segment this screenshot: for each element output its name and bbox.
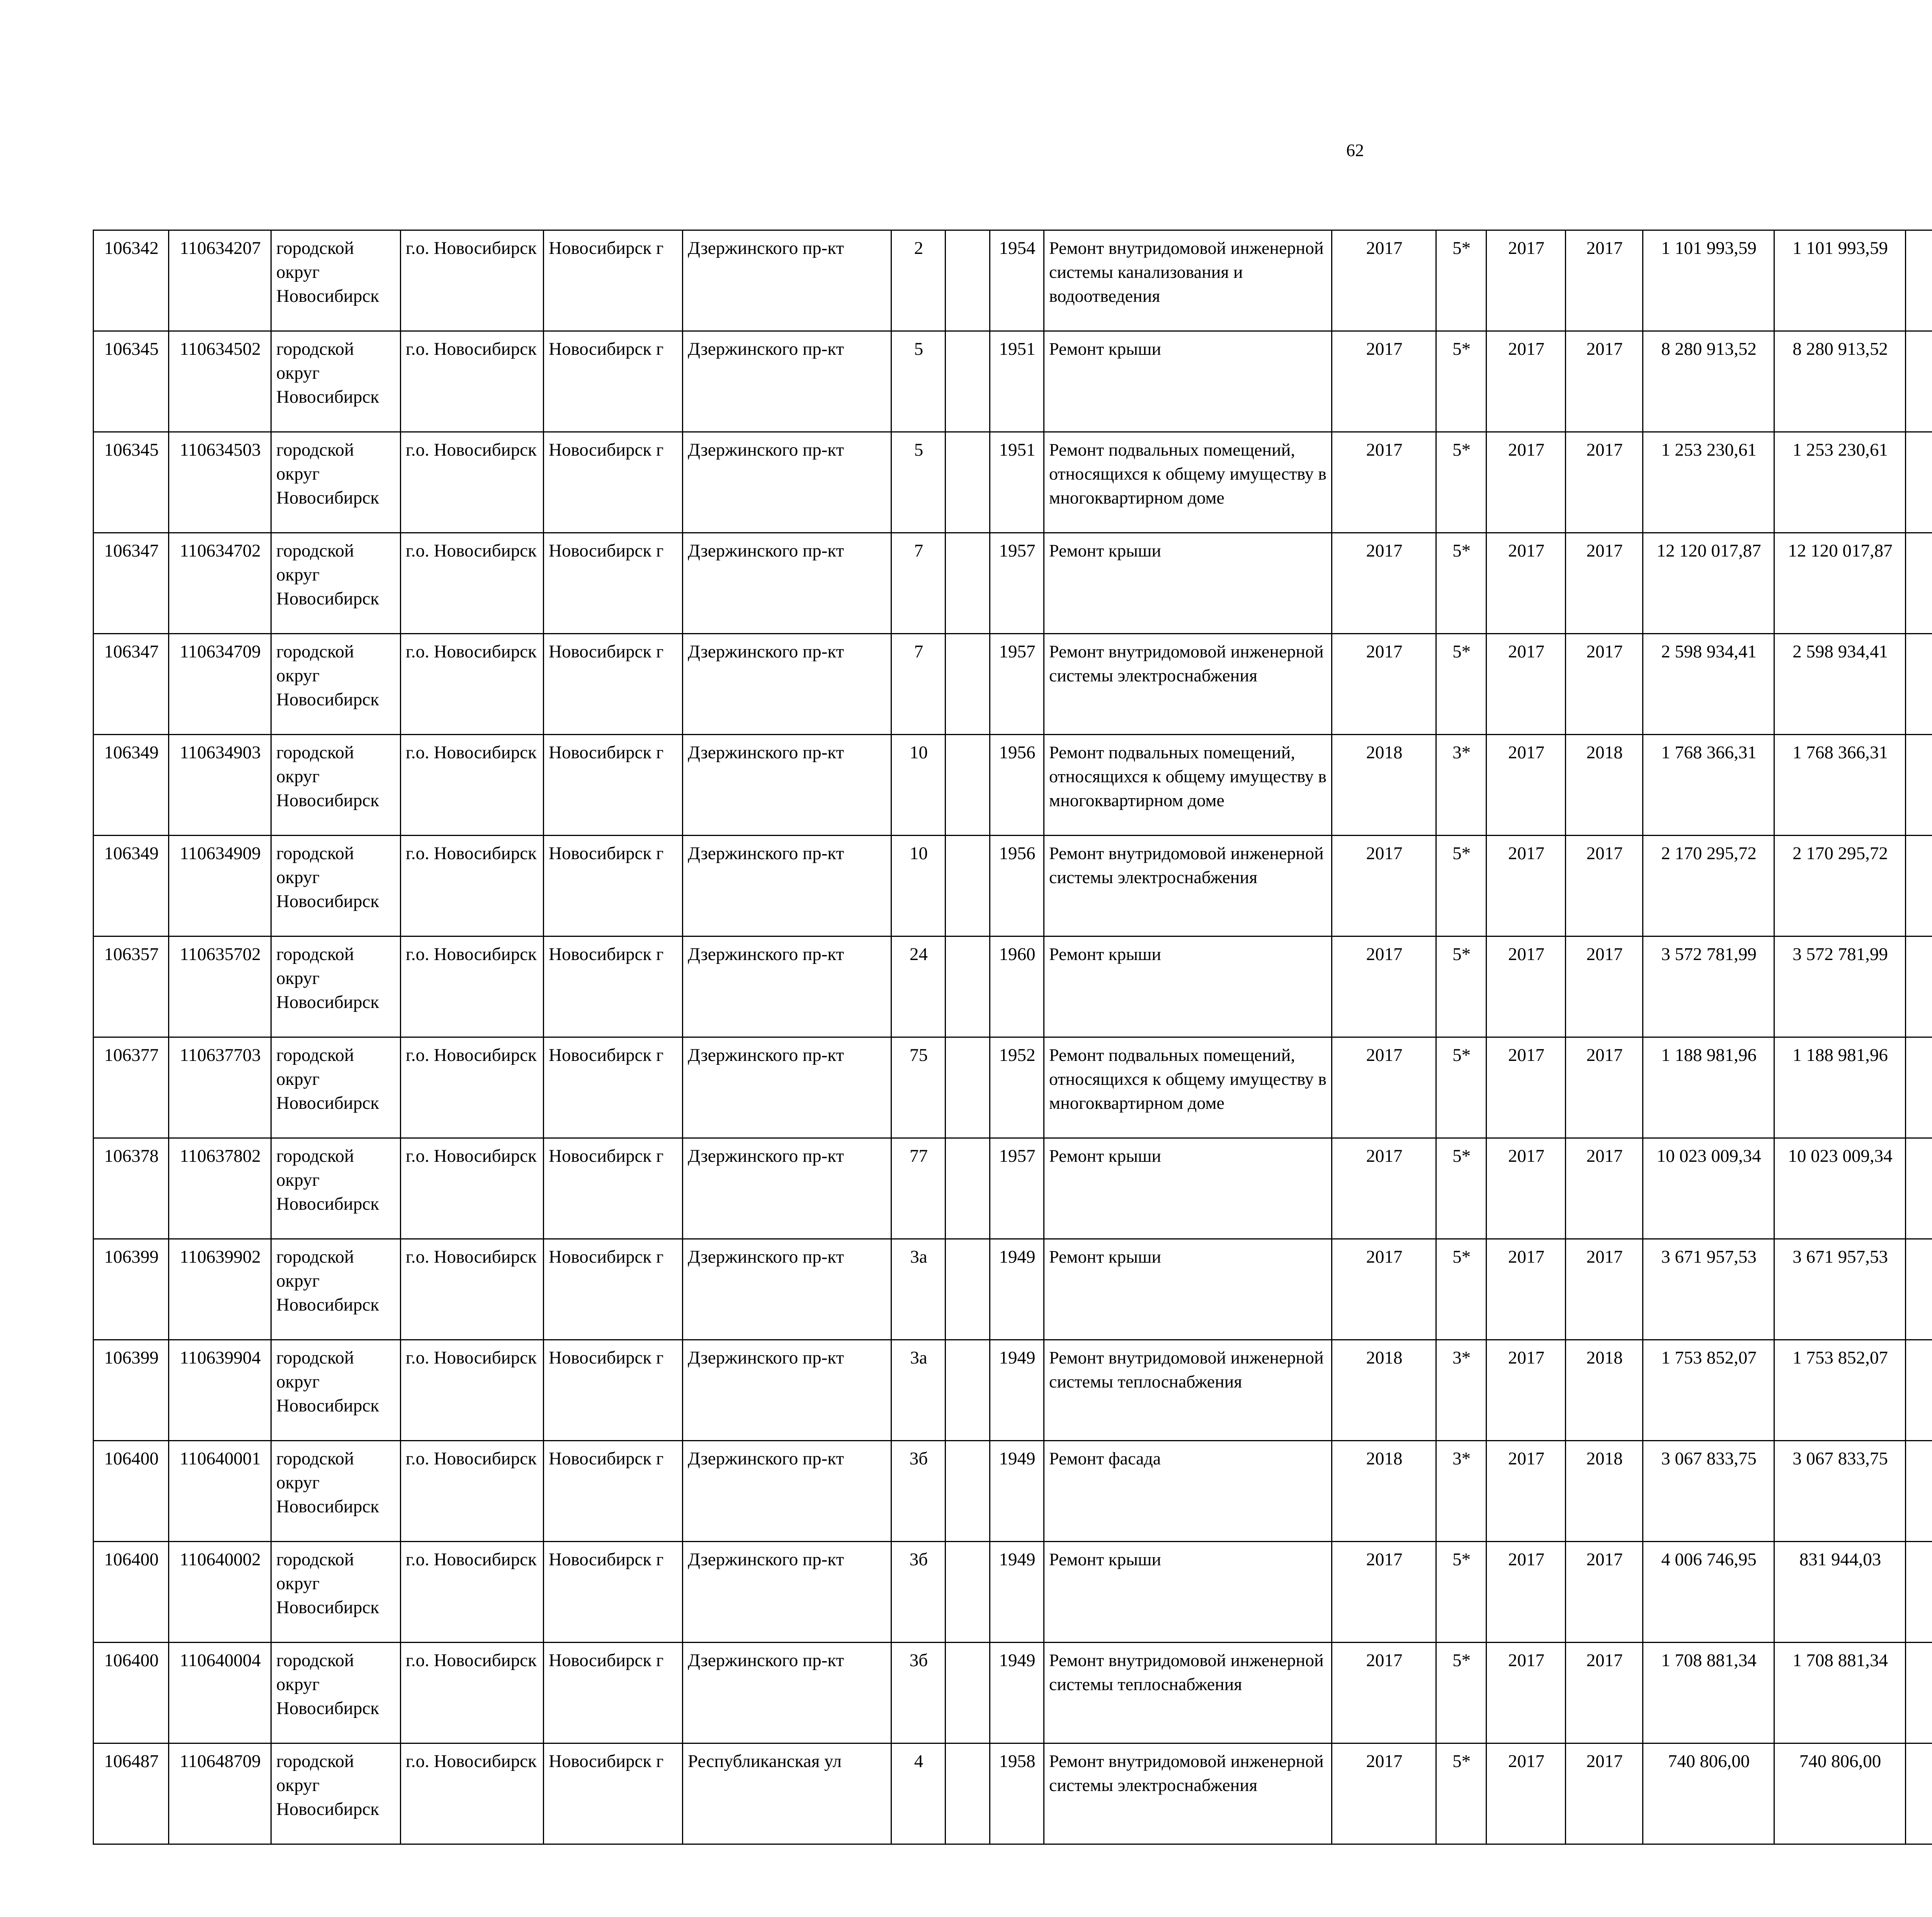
cell-year-to: 2017 [1566,1643,1643,1743]
cell-extra-1 [1906,1441,1932,1542]
cell-letter [946,634,990,735]
cell-year-from: 2017 [1486,1643,1566,1743]
cell-code: 110637703 [169,1037,271,1138]
cell-year-to: 2017 [1566,836,1643,936]
cell-code: 110634909 [169,836,271,936]
cell-priority: 5* [1436,1743,1486,1844]
cell-code: 110637802 [169,1138,271,1239]
cell-work-type: Ремонт крыши [1044,1239,1332,1340]
cell-build-year: 1958 [990,1743,1044,1844]
cell-fund-amount: 1 768 366,31 [1774,735,1906,836]
cell-priority: 3* [1436,1441,1486,1542]
cell-work-type: Ремонт внутридомовой инженерной системы электроснабжения [1044,634,1332,735]
cell-year-from: 2017 [1486,1037,1566,1138]
cell-year-to: 2017 [1566,1542,1643,1643]
cell-house: 3б [891,1441,946,1542]
cell-build-year: 1956 [990,735,1044,836]
cell-plan-year: 2018 [1332,1340,1436,1441]
repair-register-table [93,230,1932,1845]
cell-fund-amount: 1 188 981,96 [1774,1037,1906,1138]
cell-street: Дзержинского пр-кт [683,331,891,432]
cell-city: Новосибирск г [544,1441,683,1542]
cell-district: городской округ Новосибирск [271,735,401,836]
cell-work-type: Ремонт внутридомовой инженерной системы электроснабжения [1044,1743,1332,1844]
cell-year-from: 2017 [1486,1239,1566,1340]
cell-letter [946,230,990,331]
cell-city: Новосибирск г [544,1340,683,1441]
cell-priority: 5* [1436,1037,1486,1138]
cell-municipality: г.о. Новосибирск [401,1037,544,1138]
cell-house: 3а [891,1239,946,1340]
cell-year-to: 2017 [1566,1037,1643,1138]
cell-build-year: 1952 [990,1037,1044,1138]
cell-fund-amount: 3 572 781,99 [1774,936,1906,1037]
cell-municipality: г.о. Новосибирск [401,1138,544,1239]
table-row [94,836,1932,936]
cell-municipality: г.о. Новосибирск [401,1542,544,1643]
cell-id: 106487 [94,1743,169,1844]
cell-id: 106357 [94,936,169,1037]
table-body [94,230,1932,1844]
cell-letter [946,1643,990,1743]
cell-id: 106378 [94,1138,169,1239]
cell-fund-amount: 1 708 881,34 [1774,1643,1906,1743]
cell-plan-year: 2017 [1332,1239,1436,1340]
cell-plan-year: 2017 [1332,230,1436,331]
cell-letter [946,1441,990,1542]
cell-extra-1 [1906,1340,1932,1441]
cell-id: 106347 [94,533,169,634]
table-row [94,1643,1932,1743]
cell-id: 106345 [94,432,169,533]
cell-year-to: 2017 [1566,331,1643,432]
table-row [94,230,1932,331]
cell-plan-year: 2017 [1332,1542,1436,1643]
cell-street: Дзержинского пр-кт [683,230,891,331]
cell-year-from: 2017 [1486,836,1566,936]
cell-district: городской округ Новосибирск [271,230,401,331]
cell-code: 110640002 [169,1542,271,1643]
cell-extra-1 [1906,1542,1932,1643]
cell-letter [946,1743,990,1844]
cell-municipality: г.о. Новосибирск [401,735,544,836]
table-row [94,1239,1932,1340]
cell-id: 106345 [94,331,169,432]
cell-year-from: 2017 [1486,533,1566,634]
cell-municipality: г.о. Новосибирск [401,230,544,331]
cell-work-type: Ремонт подвальных помещений, относящихся к общему имуществу в многоквартирном доме [1044,735,1332,836]
cell-letter [946,735,990,836]
cell-house: 10 [891,836,946,936]
table-row [94,634,1932,735]
cell-letter [946,331,990,432]
cell-code: 110634502 [169,331,271,432]
cell-extra-1 [1906,836,1932,936]
cell-city: Новосибирск г [544,331,683,432]
cell-fund-amount: 1 101 993,59 [1774,230,1906,331]
cell-city: Новосибирск г [544,1138,683,1239]
cell-id: 106347 [94,634,169,735]
cell-code: 110634903 [169,735,271,836]
cell-fund-amount: 1 253 230,61 [1774,432,1906,533]
cell-priority: 5* [1436,1643,1486,1743]
cell-year-to: 2017 [1566,936,1643,1037]
cell-plan-year: 2017 [1332,836,1436,936]
cell-code: 110635702 [169,936,271,1037]
cell-priority: 5* [1436,230,1486,331]
table-row [94,1037,1932,1138]
cell-build-year: 1957 [990,533,1044,634]
cell-municipality: г.о. Новосибирск [401,936,544,1037]
cell-street: Дзержинского пр-кт [683,735,891,836]
cell-extra-1 [1906,331,1932,432]
cell-house: 3б [891,1643,946,1743]
cell-work-type: Ремонт фасада [1044,1441,1332,1542]
cell-year-to: 2018 [1566,1441,1643,1542]
cell-plan-year: 2017 [1332,1037,1436,1138]
cell-total-cost: 1 753 852,07 [1643,1340,1774,1441]
cell-plan-year: 2017 [1332,533,1436,634]
cell-priority: 5* [1436,1542,1486,1643]
cell-year-from: 2017 [1486,1542,1566,1643]
cell-code: 110634503 [169,432,271,533]
cell-city: Новосибирск г [544,634,683,735]
cell-work-type: Ремонт подвальных помещений, относящихся к общему имуществу в многоквартирном доме [1044,432,1332,533]
table-row [94,1743,1932,1844]
cell-priority: 5* [1436,1138,1486,1239]
cell-city: Новосибирск г [544,1643,683,1743]
cell-work-type: Ремонт внутридомовой инженерной системы теплоснабжения [1044,1643,1332,1743]
cell-fund-amount: 12 120 017,87 [1774,533,1906,634]
cell-municipality: г.о. Новосибирск [401,1239,544,1340]
cell-street: Дзержинского пр-кт [683,1138,891,1239]
cell-priority: 5* [1436,634,1486,735]
cell-municipality: г.о. Новосибирск [401,634,544,735]
cell-build-year: 1960 [990,936,1044,1037]
cell-build-year: 1949 [990,1340,1044,1441]
cell-year-from: 2017 [1486,432,1566,533]
cell-extra-1 [1906,1239,1932,1340]
cell-year-to: 2018 [1566,735,1643,836]
cell-city: Новосибирск г [544,1542,683,1643]
cell-fund-amount: 831 944,03 [1774,1542,1906,1643]
cell-code: 110648709 [169,1743,271,1844]
cell-year-from: 2017 [1486,331,1566,432]
table-row [94,1542,1932,1643]
cell-build-year: 1957 [990,634,1044,735]
table-row [94,1340,1932,1441]
cell-priority: 5* [1436,836,1486,936]
cell-year-to: 2017 [1566,432,1643,533]
table-row [94,533,1932,634]
cell-letter [946,936,990,1037]
cell-district: городской округ Новосибирск [271,1643,401,1743]
cell-year-to: 2018 [1566,1340,1643,1441]
cell-plan-year: 2018 [1332,735,1436,836]
cell-district: городской округ Новосибирск [271,533,401,634]
cell-municipality: г.о. Новосибирск [401,331,544,432]
cell-work-type: Ремонт внутридомовой инженерной системы теплоснабжения [1044,1340,1332,1441]
cell-plan-year: 2017 [1332,1138,1436,1239]
cell-year-to: 2017 [1566,1743,1643,1844]
cell-street: Дзержинского пр-кт [683,1643,891,1743]
cell-total-cost: 1 188 981,96 [1643,1037,1774,1138]
cell-build-year: 1951 [990,432,1044,533]
cell-total-cost: 10 023 009,34 [1643,1138,1774,1239]
cell-letter [946,1542,990,1643]
cell-house: 75 [891,1037,946,1138]
cell-street: Дзержинского пр-кт [683,1441,891,1542]
cell-district: городской округ Новосибирск [271,1138,401,1239]
cell-extra-1 [1906,230,1932,331]
cell-house: 24 [891,936,946,1037]
cell-code: 110634702 [169,533,271,634]
cell-house: 7 [891,634,946,735]
cell-house: 3а [891,1340,946,1441]
cell-year-to: 2017 [1566,533,1643,634]
cell-priority: 5* [1436,1239,1486,1340]
cell-code: 110640004 [169,1643,271,1743]
cell-district: городской округ Новосибирск [271,1743,401,1844]
cell-id: 106377 [94,1037,169,1138]
cell-work-type: Ремонт подвальных помещений, относящихся к общему имуществу в многоквартирном доме [1044,1037,1332,1138]
cell-work-type: Ремонт крыши [1044,1542,1332,1643]
table-row [94,432,1932,533]
cell-extra-1 [1906,735,1932,836]
cell-district: городской округ Новосибирск [271,1542,401,1643]
cell-city: Новосибирск г [544,836,683,936]
cell-letter [946,1138,990,1239]
cell-house: 10 [891,735,946,836]
cell-priority: 3* [1436,735,1486,836]
cell-priority: 5* [1436,432,1486,533]
cell-year-to: 2017 [1566,634,1643,735]
cell-id: 106400 [94,1441,169,1542]
cell-house: 4 [891,1743,946,1844]
cell-plan-year: 2017 [1332,634,1436,735]
cell-house: 2 [891,230,946,331]
cell-work-type: Ремонт крыши [1044,533,1332,634]
cell-year-from: 2017 [1486,1743,1566,1844]
cell-build-year: 1949 [990,1441,1044,1542]
cell-year-from: 2017 [1486,1441,1566,1542]
cell-code: 110639904 [169,1340,271,1441]
cell-build-year: 1949 [990,1239,1044,1340]
table-row [94,936,1932,1037]
cell-letter [946,1037,990,1138]
cell-house: 77 [891,1138,946,1239]
cell-municipality: г.о. Новосибирск [401,432,544,533]
cell-id: 106349 [94,836,169,936]
table-row [94,1441,1932,1542]
cell-street: Дзержинского пр-кт [683,1037,891,1138]
cell-priority: 3* [1436,1340,1486,1441]
cell-code: 110640001 [169,1441,271,1542]
cell-total-cost: 3 671 957,53 [1643,1239,1774,1340]
cell-extra-1 [1906,936,1932,1037]
cell-extra-1 [1906,1138,1932,1239]
cell-id: 106400 [94,1542,169,1643]
cell-code: 110634709 [169,634,271,735]
cell-build-year: 1954 [990,230,1044,331]
cell-street: Дзержинского пр-кт [683,1340,891,1441]
cell-year-to: 2017 [1566,230,1643,331]
page-number: 62 [1346,140,1364,160]
cell-house: 7 [891,533,946,634]
cell-city: Новосибирск г [544,1239,683,1340]
table-row [94,331,1932,432]
cell-year-from: 2017 [1486,230,1566,331]
cell-build-year: 1949 [990,1542,1044,1643]
cell-municipality: г.о. Новосибирск [401,1340,544,1441]
cell-year-from: 2017 [1486,1138,1566,1239]
cell-priority: 5* [1436,331,1486,432]
cell-district: городской округ Новосибирск [271,1239,401,1340]
cell-total-cost: 1 708 881,34 [1643,1643,1774,1743]
cell-total-cost: 3 572 781,99 [1643,936,1774,1037]
cell-extra-1 [1906,634,1932,735]
cell-letter [946,533,990,634]
cell-total-cost: 2 598 934,41 [1643,634,1774,735]
cell-district: городской округ Новосибирск [271,936,401,1037]
cell-district: городской округ Новосибирск [271,1441,401,1542]
cell-street: Республиканская ул [683,1743,891,1844]
cell-street: Дзержинского пр-кт [683,1239,891,1340]
cell-municipality: г.о. Новосибирск [401,1441,544,1542]
table-row [94,735,1932,836]
cell-municipality: г.о. Новосибирск [401,533,544,634]
cell-extra-1 [1906,1643,1932,1743]
cell-fund-amount: 2 598 934,41 [1774,634,1906,735]
cell-build-year: 1956 [990,836,1044,936]
cell-total-cost: 1 253 230,61 [1643,432,1774,533]
cell-district: городской округ Новосибирск [271,836,401,936]
cell-id: 106342 [94,230,169,331]
cell-total-cost: 2 170 295,72 [1643,836,1774,936]
cell-year-from: 2017 [1486,1340,1566,1441]
cell-build-year: 1951 [990,331,1044,432]
cell-total-cost: 1 768 366,31 [1643,735,1774,836]
cell-id: 106399 [94,1340,169,1441]
cell-street: Дзержинского пр-кт [683,634,891,735]
cell-municipality: г.о. Новосибирск [401,1743,544,1844]
cell-fund-amount: 8 280 913,52 [1774,331,1906,432]
cell-street: Дзержинского пр-кт [683,533,891,634]
cell-work-type: Ремонт внутридомовой инженерной системы канализования и водоотведения [1044,230,1332,331]
cell-id: 106399 [94,1239,169,1340]
cell-district: городской округ Новосибирск [271,1340,401,1441]
cell-city: Новосибирск г [544,936,683,1037]
cell-street: Дзержинского пр-кт [683,1542,891,1643]
cell-municipality: г.о. Новосибирск [401,836,544,936]
cell-fund-amount: 3 671 957,53 [1774,1239,1906,1340]
cell-total-cost: 1 101 993,59 [1643,230,1774,331]
cell-work-type: Ремонт крыши [1044,936,1332,1037]
cell-letter [946,1340,990,1441]
cell-fund-amount: 3 067 833,75 [1774,1441,1906,1542]
cell-id: 106349 [94,735,169,836]
cell-build-year: 1949 [990,1643,1044,1743]
cell-build-year: 1957 [990,1138,1044,1239]
cell-id: 106400 [94,1643,169,1743]
cell-city: Новосибирск г [544,432,683,533]
cell-house: 3б [891,1542,946,1643]
cell-total-cost: 12 120 017,87 [1643,533,1774,634]
cell-fund-amount: 10 023 009,34 [1774,1138,1906,1239]
cell-plan-year: 2018 [1332,1441,1436,1542]
cell-fund-amount: 1 753 852,07 [1774,1340,1906,1441]
cell-total-cost: 3 067 833,75 [1643,1441,1774,1542]
cell-year-from: 2017 [1486,936,1566,1037]
cell-municipality: г.о. Новосибирск [401,1643,544,1743]
cell-city: Новосибирск г [544,735,683,836]
cell-house: 5 [891,432,946,533]
cell-extra-1 [1906,1743,1932,1844]
cell-fund-amount: 740 806,00 [1774,1743,1906,1844]
cell-district: городской округ Новосибирск [271,432,401,533]
cell-year-to: 2017 [1566,1239,1643,1340]
cell-plan-year: 2017 [1332,936,1436,1037]
cell-city: Новосибирск г [544,1743,683,1844]
cell-plan-year: 2017 [1332,432,1436,533]
cell-extra-1 [1906,533,1932,634]
cell-plan-year: 2017 [1332,1743,1436,1844]
cell-street: Дзержинского пр-кт [683,936,891,1037]
cell-total-cost: 740 806,00 [1643,1743,1774,1844]
cell-plan-year: 2017 [1332,1643,1436,1743]
cell-street: Дзержинского пр-кт [683,836,891,936]
cell-priority: 5* [1436,936,1486,1037]
cell-total-cost: 4 006 746,95 [1643,1542,1774,1643]
cell-total-cost: 8 280 913,52 [1643,331,1774,432]
table-row [94,1138,1932,1239]
cell-letter [946,836,990,936]
cell-letter [946,432,990,533]
cell-house: 5 [891,331,946,432]
cell-priority: 5* [1436,533,1486,634]
cell-letter [946,1239,990,1340]
cell-fund-amount: 2 170 295,72 [1774,836,1906,936]
cell-district: городской округ Новосибирск [271,1037,401,1138]
cell-city: Новосибирск г [544,1037,683,1138]
cell-code: 110634207 [169,230,271,331]
cell-city: Новосибирск г [544,533,683,634]
cell-street: Дзержинского пр-кт [683,432,891,533]
cell-year-to: 2017 [1566,1138,1643,1239]
cell-code: 110639902 [169,1239,271,1340]
cell-city: Новосибирск г [544,230,683,331]
cell-extra-1 [1906,1037,1932,1138]
cell-extra-1 [1906,432,1932,533]
cell-year-from: 2017 [1486,735,1566,836]
cell-district: городской округ Новосибирск [271,634,401,735]
cell-district: городской округ Новосибирск [271,331,401,432]
cell-work-type: Ремонт крыши [1044,331,1332,432]
cell-work-type: Ремонт крыши [1044,1138,1332,1239]
cell-work-type: Ремонт внутридомовой инженерной системы электроснабжения [1044,836,1332,936]
cell-plan-year: 2017 [1332,331,1436,432]
cell-year-from: 2017 [1486,634,1566,735]
